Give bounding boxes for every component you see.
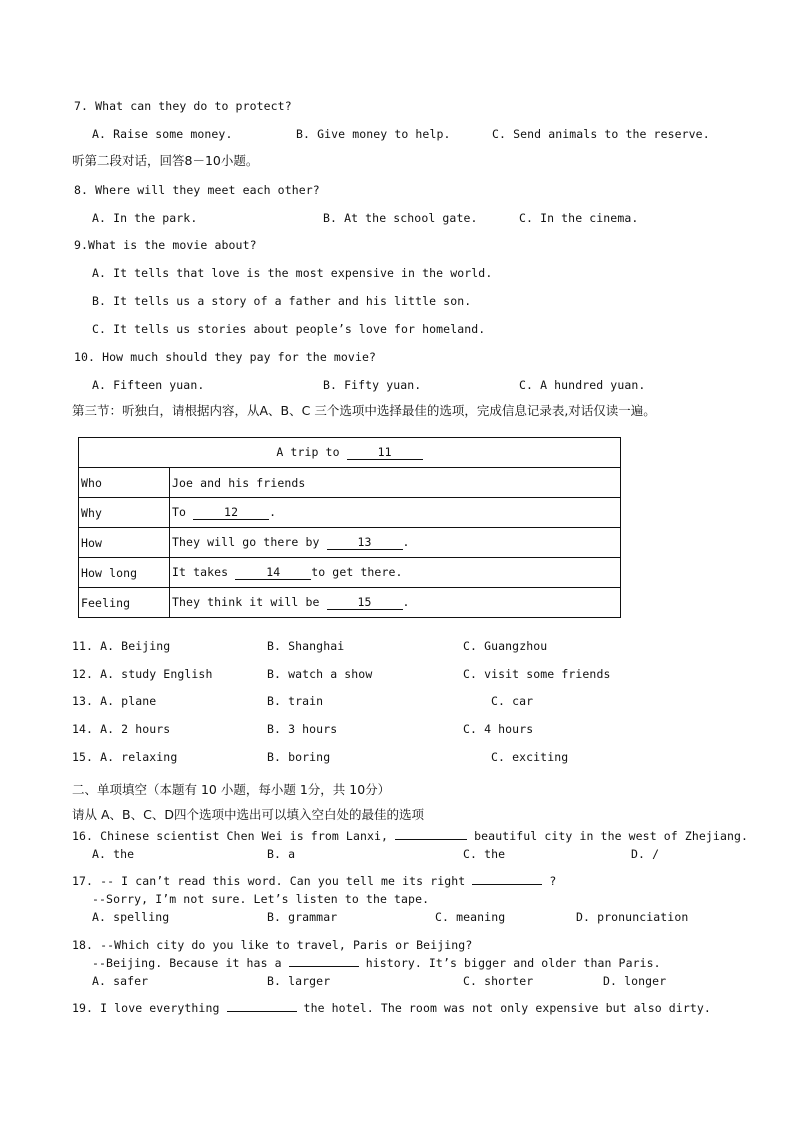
- q18-reply: [92, 955, 661, 971]
- row-value-who: Joe and his friends: [170, 468, 621, 498]
- q17-stem: [72, 873, 556, 889]
- row-prefix-why: To: [172, 505, 194, 519]
- info-record-table: [78, 437, 621, 618]
- q17-stem-start: 17. -- I can’t read this word. Can you tell me its right: [72, 874, 473, 888]
- row-prefix-how-long: It takes: [172, 565, 236, 579]
- q7-option-a: A. Raise some money.: [92, 127, 233, 141]
- q8-option-c: C. In the cinema.: [519, 211, 639, 225]
- q9-stem: 9.What is the movie about?: [74, 238, 257, 252]
- q10-stem: 10. How much should they pay for the movie?: [74, 350, 377, 364]
- q17-reply: --Sorry, I’m not sure. Let’s listen to the tape.: [92, 892, 430, 906]
- q15-option-b: B. boring: [267, 750, 331, 764]
- table-title: [79, 438, 621, 468]
- q7-stem: 7. What can they do to protect?: [74, 99, 292, 113]
- q10-option-a: A. Fifteen yuan.: [92, 378, 205, 392]
- q17-option-a: A. spelling: [92, 910, 170, 924]
- row-value-how-long: [170, 558, 621, 588]
- row-prefix-how: They will go there by: [172, 535, 327, 549]
- q18-option-d: D. longer: [603, 974, 667, 988]
- q16-option-a: A. the: [92, 847, 135, 861]
- q9-option-a: A. It tells that love is the most expensive in the world.: [92, 266, 493, 280]
- q16-stem-end: beautiful city in the west of Zhejiang.: [467, 829, 749, 843]
- q19-stem-end: the hotel. The room was not only expensive but also dirty.: [296, 1001, 711, 1015]
- q16-option-c: C. the: [463, 847, 506, 861]
- blank-14: 14: [235, 565, 311, 580]
- q9-option-c: C. It tells us stories about people’s love for homeland.: [92, 322, 486, 336]
- table-row-feeling: [79, 588, 621, 618]
- table-title-text: A trip to: [276, 445, 347, 459]
- row-label-how: How: [79, 528, 170, 558]
- table-row-how: [79, 528, 621, 558]
- blank-12: 12: [193, 505, 269, 520]
- row-label-who: Who: [79, 468, 170, 498]
- row-suffix-how: .: [402, 535, 410, 549]
- q16-option-d: D. /: [631, 847, 660, 861]
- q11-option-b: B. Shanghai: [267, 639, 345, 653]
- blank-15: 15: [327, 595, 403, 610]
- part2-instruction: 请从 A、B、C、D四个选项中选出可以填入空白处的最佳的选项: [72, 807, 424, 822]
- q16-option-b: B. a: [267, 847, 296, 861]
- q17-option-b: B. grammar: [267, 910, 338, 924]
- blank-13: 13: [327, 535, 403, 550]
- row-label-feeling: Feeling: [79, 588, 170, 618]
- row-suffix-how-long: to get there.: [311, 565, 403, 579]
- q19-stem: [72, 1000, 711, 1016]
- q18-stem: 18. --Which city do you like to travel, Paris or Beijing?: [72, 938, 473, 952]
- q15-option-a: 15. A. relaxing: [72, 750, 178, 764]
- q14-option-a: 14. A. 2 hours: [72, 722, 171, 736]
- q16-blank: [395, 839, 467, 840]
- q18-option-b: B. larger: [267, 974, 331, 988]
- q15-option-c: C. exciting: [491, 750, 569, 764]
- table-title-row: [79, 438, 621, 468]
- q17-option-d: D. pronunciation: [576, 910, 689, 924]
- q18-option-a: A. safer: [92, 974, 149, 988]
- table-row-how-long: [79, 558, 621, 588]
- q7-option-b: B. Give money to help.: [296, 127, 451, 141]
- q11-option-c: C. Guangzhou: [463, 639, 548, 653]
- row-prefix-feeling: They think it will be: [172, 595, 327, 609]
- row-label-why: Why: [79, 498, 170, 528]
- q18-blank: [289, 966, 359, 967]
- q8-stem: 8. Where will they meet each other?: [74, 183, 320, 197]
- q12-option-c: C. visit some friends: [463, 667, 611, 681]
- q17-blank: [472, 884, 542, 885]
- q19-blank: [227, 1011, 297, 1012]
- blank-11: 11: [347, 445, 423, 460]
- section2-instruction: 听第二段对话，回答8－10小题。: [72, 153, 259, 168]
- q11-option-a: 11. A. Beijing: [72, 639, 171, 653]
- row-value-feeling: [170, 588, 621, 618]
- q12-option-a: 12. A. study English: [72, 667, 213, 681]
- row-suffix-feeling: .: [402, 595, 410, 609]
- q8-option-b: B. At the school gate.: [323, 211, 478, 225]
- q14-option-b: B. 3 hours: [267, 722, 338, 736]
- q16-stem: [72, 828, 748, 844]
- row-label-how-long: How long: [79, 558, 170, 588]
- q17-stem-end: ?: [542, 874, 557, 888]
- part3-instruction: 第三节：听独白，请根据内容，从A、B、C 三个选项中选择最佳的选项，完成信息记录表,对话仅读一遍。: [72, 403, 656, 418]
- q13-option-b: B. train: [267, 694, 324, 708]
- q13-option-a: 13. A. plane: [72, 694, 157, 708]
- q18-reply-end: history. It’s bigger and older than Paris.: [358, 956, 661, 970]
- row-value-how: [170, 528, 621, 558]
- q18-reply-start: --Beijing. Because it has a: [92, 956, 289, 970]
- q8-option-a: A. In the park.: [92, 211, 198, 225]
- q13-option-c: C. car: [491, 694, 534, 708]
- part2-heading: 二、单项填空（本题有 10 小题，每小题 1分，共 10分）: [72, 782, 391, 797]
- row-value-why: [170, 498, 621, 528]
- table-row-why: [79, 498, 621, 528]
- q7-option-c: C. Send animals to the reserve.: [492, 127, 710, 141]
- q10-option-b: B. Fifty yuan.: [323, 378, 422, 392]
- table-row-who: [79, 468, 621, 498]
- q12-option-b: B. watch a show: [267, 667, 373, 681]
- q17-option-c: C. meaning: [435, 910, 506, 924]
- q16-stem-start: 16. Chinese scientist Chen Wei is from Lanxi,: [72, 829, 396, 843]
- q10-option-c: C. A hundred yuan.: [519, 378, 646, 392]
- q9-option-b: B. It tells us a story of a father and his little son.: [92, 294, 472, 308]
- q14-option-c: C. 4 hours: [463, 722, 534, 736]
- q18-option-c: C. shorter: [463, 974, 534, 988]
- q19-stem-start: 19. I love everything: [72, 1001, 227, 1015]
- row-suffix-why: .: [269, 505, 277, 519]
